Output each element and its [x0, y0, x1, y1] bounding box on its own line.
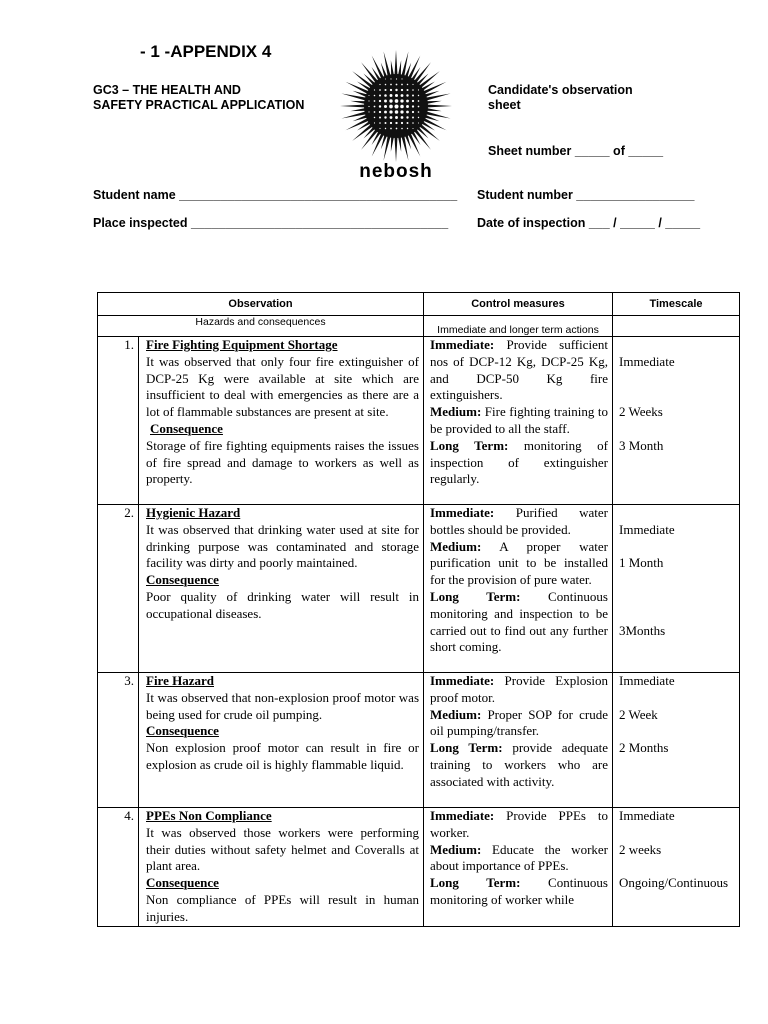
immediate-action: Provide sufficient nos of DCP-12 Kg, DCP-25 Kg, and DCP-50 Kg fire extinguishers. — [430, 337, 608, 403]
table-body — [98, 337, 740, 927]
table-row — [98, 808, 740, 927]
logo-dot — [389, 110, 392, 113]
logo-dot — [379, 94, 381, 96]
logo-dot — [379, 111, 381, 113]
medium-label: Medium: — [430, 841, 482, 857]
timescale-immediate: Immediate — [619, 673, 675, 688]
control-measures-cell — [424, 673, 613, 808]
timescale-medium: 1 Month — [619, 555, 664, 571]
logo-dot — [395, 89, 397, 91]
logo-dot — [385, 122, 387, 124]
medium-label: Medium: — [430, 538, 482, 554]
logo-dot — [418, 111, 420, 113]
logo-dot — [396, 84, 398, 86]
observation-text: It was observed that non-explosion proof motor was being used for crude oil pumping. — [146, 689, 419, 722]
immediate-action: Purified water bottles should be provided. — [430, 505, 608, 537]
timescale-cell — [613, 808, 740, 927]
logo-dot — [379, 122, 381, 124]
observation-text: It was observed that only four fire extinguisher of DCP-25 Kg were available at site which are insufficient to deal with emergencies as there are a lot of flammable substances are present at site. — [146, 353, 419, 420]
long-term-action: provide adequate training to workers who are associated with activity. — [430, 740, 608, 789]
timescale-immediate: Immediate — [619, 808, 675, 823]
sheet-title-line-1: Candidate's observation — [488, 83, 633, 97]
logo-dot — [396, 78, 397, 79]
consequence-text: Poor quality of drinking water will result in occupational diseases. — [146, 588, 419, 621]
logo-dot — [389, 99, 392, 102]
immediate-label: Immediate: — [430, 808, 495, 823]
control-measures-cell — [424, 505, 613, 673]
logo-dot — [406, 105, 409, 108]
logo-dot — [412, 84, 413, 85]
course-title — [93, 83, 343, 113]
long-term-label: Long Term: — [430, 437, 509, 453]
timescale-header: Timescale — [613, 293, 740, 316]
timescale-long: 3 Month — [619, 437, 664, 453]
logo-spike — [394, 50, 397, 78]
hazard-title: PPEs Non Compliance — [146, 808, 272, 823]
row-number: 1. — [98, 337, 139, 505]
table-row — [98, 673, 740, 808]
logo-dot — [406, 100, 409, 103]
observation-cell — [139, 505, 424, 673]
medium-label: Medium: — [430, 706, 482, 722]
timescale-cell — [613, 505, 740, 673]
logo-dot — [407, 84, 408, 85]
row-number: 3. — [98, 673, 139, 808]
long-term-action: Continuous monitoring and inspection to be carried out to find out any further short coming. — [430, 588, 608, 655]
logo-dot — [384, 94, 387, 97]
logo-spike — [424, 104, 452, 107]
observation-text: It was observed that drinking water used at site for drinking purpose was contaminated and storage facility was dirty and poorly maintained. — [146, 521, 419, 571]
logo-dot — [400, 105, 404, 109]
logo-dot — [385, 79, 386, 80]
logo-dot — [418, 100, 420, 102]
logo-dot — [384, 116, 386, 118]
logo-dot — [395, 94, 398, 97]
student-name-field[interactable]: Student name ________________________________________ — [93, 188, 458, 202]
medium-action: Proper SOP for crude oil pumping/transfer. — [430, 706, 608, 739]
consequence-label: Consequence — [146, 875, 219, 891]
observation-cell — [139, 673, 424, 808]
logo-dot — [412, 100, 414, 102]
appendix-heading: - 1 -APPENDIX 4 — [140, 42, 272, 61]
logo-dot — [418, 95, 419, 96]
observation-text: It was observed those workers were performing their duties without safety helmet and Coveralls at plant area. — [146, 824, 419, 874]
observation-table — [97, 292, 740, 927]
timescale-cell — [613, 673, 740, 808]
table-header-row — [98, 293, 740, 316]
logo-dot — [395, 122, 397, 124]
logo-dot — [418, 106, 420, 108]
logo-dot — [390, 84, 392, 86]
observation-cell — [139, 808, 424, 927]
logo-dot — [401, 78, 402, 79]
long-term-label: Long Term: — [430, 740, 503, 756]
logo-dot — [374, 111, 376, 113]
logo-dot — [412, 89, 414, 91]
timescale-medium: 2 Week — [619, 706, 658, 722]
logo-dot — [389, 105, 393, 109]
timescale-subheader — [613, 316, 740, 337]
long-term-label: Long Term: — [430, 588, 521, 604]
immediate-label: Immediate: — [430, 505, 495, 520]
control-measures-cell — [424, 337, 613, 505]
observation-header: Observation — [98, 293, 424, 316]
logo-dot — [401, 128, 403, 130]
immediate-label: Immediate: — [430, 673, 495, 688]
logo-dot — [374, 100, 376, 102]
logo-dot — [412, 122, 414, 124]
medium-action: Educate the worker about importance of PPEs. — [430, 841, 608, 874]
logo-dot — [412, 95, 414, 97]
student-number-field[interactable]: Student number _________________ — [477, 188, 695, 202]
immediate-label: Immediate: — [430, 337, 495, 352]
nebosh-logo — [336, 48, 456, 184]
medium-action: A proper water purification unit to be installed for the provision of pure water. — [430, 538, 608, 588]
logo-dot — [379, 128, 380, 129]
consequence-text: Storage of fire fighting equipments raises the issues of fire spread and damage to workers as well as property. — [146, 437, 419, 487]
logo-spike — [394, 134, 397, 162]
logo-dot — [412, 111, 414, 113]
control-measures-header: Control measures — [424, 293, 613, 316]
logo-dot — [374, 95, 376, 97]
logo-dot — [406, 89, 408, 91]
hazard-title: Fire Hazard — [146, 673, 214, 688]
date-of-inspection-field[interactable]: Date of inspection ___ / _____ / _____ — [477, 216, 701, 230]
logo-dot — [385, 84, 387, 86]
logo-dot — [401, 89, 403, 91]
logo-dot — [374, 122, 375, 123]
consequence-label: Consequence — [146, 572, 219, 588]
sheet-number-field[interactable]: Sheet number _____ of _____ — [488, 144, 664, 158]
timescale-medium: 2 weeks — [619, 841, 662, 857]
consequence-label: Consequence — [150, 420, 223, 436]
logo-dot — [395, 110, 399, 114]
logo-dot — [418, 89, 419, 90]
logo-dot — [412, 117, 414, 119]
medium-label: Medium: — [430, 404, 482, 420]
logo-spike — [340, 104, 368, 107]
logo-dot — [379, 116, 381, 118]
logo-dot — [379, 84, 380, 85]
hazard-title: Fire Fighting Equipment Shortage — [146, 337, 338, 352]
timescale-long: 3Months — [619, 622, 666, 638]
logo-dot — [390, 78, 391, 79]
observation-subheader: Hazards and consequences — [98, 316, 424, 337]
immediate-action: Provide PPEs to worker. — [430, 808, 608, 840]
long-term-action: Continuous monitoring of worker while — [430, 875, 608, 907]
logo-dot — [400, 99, 403, 102]
logo-dot — [412, 128, 413, 129]
control-measures-cell — [424, 808, 613, 927]
logo-wordmark: nebosh — [359, 161, 433, 182]
timescale-cell — [613, 337, 740, 505]
logo-dot — [401, 122, 403, 124]
consequence-text: Non compliance of PPEs will result in human injuries. — [146, 891, 419, 924]
table-subheader-row — [98, 316, 740, 337]
timescale-immediate: Immediate — [619, 521, 675, 537]
timescale-medium: 2 Weeks — [619, 404, 663, 420]
long-term-action: monitoring of inspection of extinguisher regularly. — [430, 437, 608, 487]
logo-dot — [412, 105, 414, 107]
logo-dot — [368, 100, 369, 101]
logo-dot — [390, 122, 392, 124]
observation-cell — [139, 337, 424, 505]
row-number: 2. — [98, 505, 139, 673]
course-title-line-2: SAFETY PRACTICAL APPLICATION — [93, 98, 305, 112]
timescale-long: Ongoing/Continuous — [619, 875, 729, 891]
logo-dot — [395, 99, 399, 103]
logo-dot — [390, 94, 393, 97]
logo-dot — [406, 111, 409, 114]
course-title-line-1: GC3 – THE HEALTH AND — [93, 83, 241, 97]
immediate-action: Provide Explosion proof motor. — [430, 673, 608, 705]
logo-dot — [406, 116, 408, 118]
consequence-label: Consequence — [146, 723, 219, 739]
logo-dot — [374, 89, 375, 90]
logo-dot — [369, 95, 370, 96]
logo-dot — [379, 105, 381, 107]
logo-dot — [407, 128, 408, 129]
logo-dot — [374, 117, 375, 118]
sheet-title-line-2: sheet — [488, 98, 521, 112]
logo-dot — [384, 100, 387, 103]
logo-dot — [384, 111, 387, 114]
logo-dot — [385, 128, 386, 129]
logo-dot — [374, 106, 376, 108]
logo-dot — [406, 94, 408, 96]
logo-dot — [390, 89, 392, 91]
timescale-immediate: Immediate — [619, 353, 675, 369]
logo-dot — [368, 111, 369, 112]
logo-dot — [384, 89, 386, 91]
control-subheader: Immediate and longer term actions — [424, 316, 613, 337]
table-row — [98, 505, 740, 673]
table-row — [98, 337, 740, 505]
logo-dot — [407, 122, 409, 124]
sheet-title — [488, 83, 678, 113]
consequence-text: Non explosion proof motor can result in fire or explosion as crude oil is highly flammable liquid. — [146, 740, 419, 772]
medium-action: Fire fighting training to be provided to all the staff. — [430, 404, 608, 436]
long-term-label: Long Term: — [430, 875, 521, 891]
row-number: 4. — [98, 808, 139, 927]
logo-dot — [418, 117, 419, 118]
logo-dot — [379, 100, 381, 102]
logo-dot — [394, 104, 398, 108]
logo-dot — [418, 122, 419, 123]
logo-dot — [401, 116, 404, 119]
logo-dot — [390, 116, 393, 119]
logo-dot — [368, 106, 369, 107]
hazard-title: Hygienic Hazard — [146, 505, 241, 520]
logo-dot — [395, 116, 398, 119]
timescale-long: 2 Months — [619, 740, 669, 756]
logo-dot — [396, 128, 398, 130]
logo-dot — [401, 94, 404, 97]
place-inspected-field[interactable]: Place inspected _____________________________________ — [93, 216, 449, 230]
logo-dot — [400, 110, 403, 113]
logo-dot — [379, 89, 381, 91]
logo-dot — [390, 128, 392, 130]
logo-dot — [401, 84, 403, 86]
logo-dot — [384, 105, 387, 108]
